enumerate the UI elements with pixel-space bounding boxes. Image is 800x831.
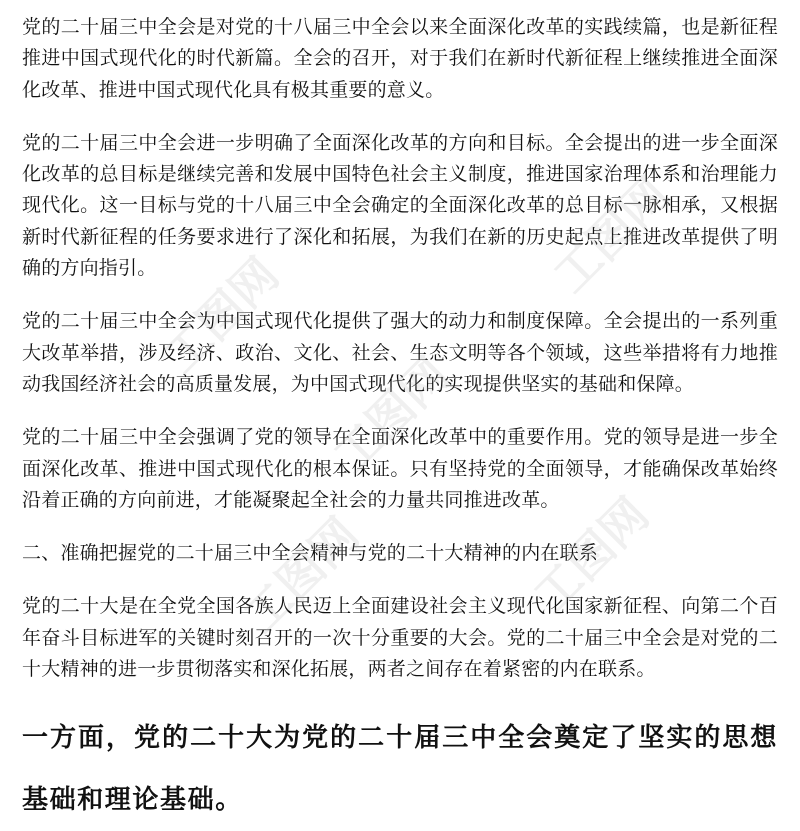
paragraph-3: 党的二十届三中全会为中国式现代化提供了强大的动力和制度保障。全会提出的一系列重大改革举措，涉及经济、政治、文化、社会、生态文明等各个领域，这些举措将有力地推动我国经济社会的高质量发展，为中国式现代化的实现提供坚实的基础和保障。: [22, 310, 778, 395]
paragraph-1: 党的二十届三中全会是对党的十八届三中全会以来全面深化改革的实践续篇，也是新征程推进中国式现代化的时代新篇。全会的召开，对于我们在新时代新征程上继续推进全面深化改革、推进中国式现代化具有极其重要的意义。: [22, 16, 778, 101]
watermark: 工图网: [543, 167, 680, 304]
section-heading: 二、准确把握党的二十届三中全会精神与党的二十大精神的内在联系: [22, 542, 599, 565]
watermark: 工图网: [233, 507, 370, 644]
paragraph-4: 党的二十届三中全会强调了党的领导在全面深化改革中的重要作用。党的领导是进一步全面深化改革、推进中国式现代化的根本保证。只有坚持党的全面领导，才能确保改革始终沿着正确的方向前进，才能凝聚起全社会的力量共同推进改革。: [22, 426, 778, 511]
section-paragraph: 党的二十大是在全党全国各族人民迈上全面建设社会主义现代化国家新征程、向第二个百年奋斗目标进军的关键时刻召开的一次十分重要的大会。党的二十届三中全会是对党的二十大精神的进一步贯彻落实和深化拓展，两者之间存在着紧密的内在联系。: [22, 595, 778, 681]
watermark: 工图网: [523, 487, 660, 624]
watermark: 工图网: [153, 247, 290, 384]
large-heading: 一方面，党的二十大为党的二十届三中全会奠定了坚实的思想基础和理论基础。: [22, 723, 778, 816]
watermark: 工图网: [323, 347, 460, 484]
paragraph-2: 党的二十届三中全会进一步明确了全面深化改革的方向和目标。全会提出的进一步全面深化改革的总目标是继续完善和发展中国特色社会主义制度，推进国家治理体系和治理能力现代化。这一目标与党的十八届三中全会确定的全面深化改革的总目标一脉相承，又根据新时代新征程的任务要求进行了深化和拓展，为我们在新的历史起点上推进改革提供了明确的方向指引。: [22, 131, 778, 280]
document-body: [22, 12, 778, 831]
